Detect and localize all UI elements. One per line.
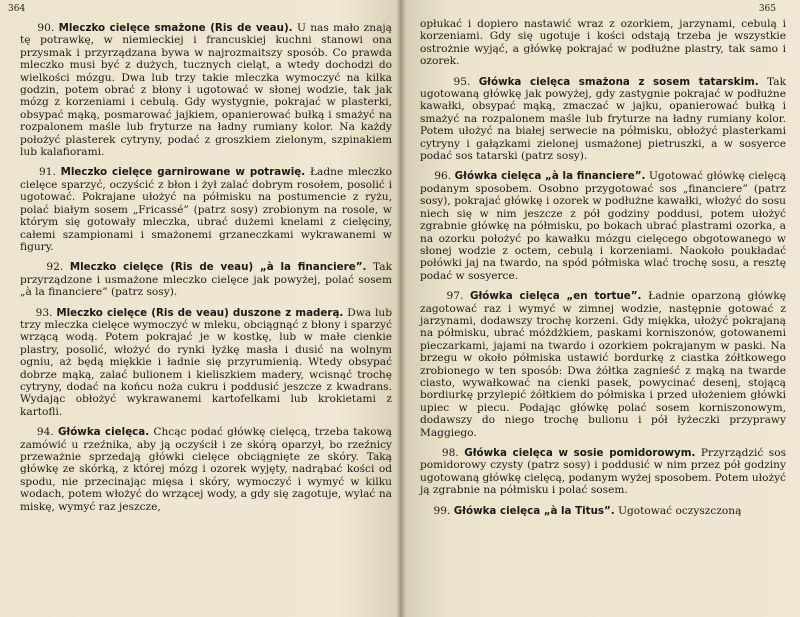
recipe-99 [420, 505, 786, 517]
recipe-body: U nas mało znają tę potrawkę, w niemieckiej i francuskiej kuchni stanowi ona przysmak i przyrządzana bywa w najrozmaitszy sposób. Co prawda mleczko musi być z dużych, tucznych cieląt, a wtedy dochodzi do wielkości mózgu. Dwa lub trzy takie mleczka wymoczyć na kilka godzin, potem obrać z błony i ugotować w słonej wodzie, tak jak mózg z korzeniami i cebulą. Gdy wystygnie, pokrajać w plasterki, obsypać mąką, posmarować jajkiem, opanierować bułką i smażyć na rozpalonem maśle lub fryturze na ładny rumiany kolor. Na każdy położyć plasterek cytryny, podać z groszkiem zielonym, szpinakiem lub kalafiorami. [20, 22, 392, 159]
recipe-title: Główka cielęca „à la financiere”. [454, 170, 646, 183]
recipe-title: Główka cielęca. [57, 426, 150, 439]
recipe-title: Mleczko cielęce (Ris de veau) duszone z maderą. [56, 306, 344, 319]
recipe-body: Ugotować oczyszczoną [618, 504, 742, 517]
recipe-number: 95. [453, 75, 471, 88]
recipe-title: Główka cielęca smażona z sosem tatarskim. [478, 75, 759, 88]
recipe-body: Dwa lub trzy mleczka cielęce wymoczyć w mleku, obciągnąć z błony i sparzyć wrzącą wodą. Potem pokrajać je w kostkę, lub w małe cienkie plastry, posolić, włożyć do rynki łyżkę masła i dusić na wolnym ogniu, aż będą miękkie i ładnie się przyrumienią. Wtedy obsypać dobrze mąką, zalać bulionem i kieliszkiem madery, wcisnąć trochę cytryny, dodać na końcu noża cukru i poddusić jeszcze z kwadrans. Wydając obłożyć wykrawanemi kartofelkami lub krokietami z kartofli. [20, 306, 392, 418]
recipe-number: 94. [36, 426, 54, 439]
recipe-number: 96. [434, 170, 452, 183]
recipe-97 [420, 290, 786, 439]
recipe-92 [20, 261, 392, 298]
recipe-body: Tak ugotowaną główkę jak powyżej, gdy zastygnie pokrajać w podłużne kawałki, obsypać mąką, zmaczać w jajku, opanierować bułką i smażyć na rozpalonem maśle lub fryturze na ładny rumiany kolor. Potem ułożyć na białej serwecie na półmisku, obłożyć plasterkami cytryny i gałązkami zielonej usmażonej pietruszki, a w sosyerce podać sos tatarski (patrz sosy). [420, 75, 786, 163]
page-number: 364 [8, 4, 26, 14]
recipe-number: 91. [38, 166, 56, 179]
recipe-body: Ładnie oparzoną główkę zagotować raz i wymyć w zimnej wodzie, następnie gotować z jarzynami, dodawszy trochę korzeni. Gdy miękka, ułożyć pokrajaną na półmisku, ubrać móżdżkiem, paskami korniszonów, gotowanemi pieczarkami, jajami na twardo i ozorkiem pokrajanym w paski. Na brzegu w około półmiska ustawić bordurkę z ciastka żółtkowego zrobionego w ten sposób: Dwa żółtka zagnieść z mąką na twarde ciasto, wywałkować na cienki pasek, powycinać desenį, stojącą bordiurkę przylepić żółtkiem do półmiska i przed ułożeniem główki upiec w piecu. Podając główkę polać sosem korniszonowym, dodawszy do niego trochę bulionu i pół łyżeczki przyprawy Maggiego. [420, 290, 787, 439]
recipe-number: 99. [433, 504, 451, 517]
recipe-body: Przyrządzić sos pomidorowy czysty (patrz sosy) i poddusić w nim przez pół godziny ugotowaną główkę cielęcą, podanym wyżej sposobem. Potem ułożyć ją zgrabnie na półmisku i polać sosem. [420, 447, 787, 497]
page-number: 365 [758, 4, 776, 14]
recipe-title: Mleczko cielęce (Ris de veau) „à la financiere”. [69, 261, 367, 274]
recipe-title: Główka cielęca w sosie pomidorowym. [464, 447, 696, 459]
recipe-body: Ugotować główkę cielęcą podanym sposobem. Osobno przygotować sos „financiere” (patrz sosy), pokrajać główkę i ozorek w podłużne kawałki, włożyć do sosu niech się w nim jeszcze z pół godziny poddusi, potem ułożyć zgrabnie główkę na półmisku, po bokach ubrać plastrami ozorka, a na ozorku położyć po kawałku mózgu cielęcego obgotowanego w słonej wodzie z octem, cebulą i korzeniami. Naokoło poukładać połówki jaj na twardo, na spód półmiska wlać trochę sosu, a resztę podać w sosyerce. [420, 170, 786, 282]
recipe-96 [420, 170, 786, 282]
recipe-body: Ładne mleczko cielęce sparzyć, oczyścić z błon i żył zalać dobrym rosołem, posolić i ugotować. Pokrajane ułożyć na półmisku na postumencie z ryżu, polać białym sosem „Fricassé” (patrz sosy) zrobionym na rosole, w którym się gotowały mleczka, ubrać dużemi knelami z cielęciny, całemi szampionami i smażonemi grzaneczkami wykrawanemi w figury. [20, 166, 392, 253]
recipe-93 [20, 307, 392, 419]
recipe-95 [420, 76, 786, 163]
recipe-body: Chcąc podać główkę cielęcą, trzeba takową zamówić u rzeźnika, aby ją oczyścił i ze skórą oparzył, bo rzeźnicy przeważnie sprzedają główki cielęce obciągnięte ze skóry. Taką główkę ze skórką, z której mózg i ozorek wyjęty, nadrąbać kości od spodu, nie przecinając mięsa i skóry, wymoczyć i wymyć w kilku wodach, potem włożyć do wrzącej wody, a gdy się zagotuje, wylać na miskę, wymyć raz jeszcze, [20, 426, 392, 513]
recipe-title: Mleczko cielęce garnirowane w potrawię. [60, 166, 306, 179]
book-gutter [396, 0, 406, 617]
recipe-94 [20, 426, 392, 513]
recipe-number: 98. [441, 447, 459, 459]
recipe-title: Główka cielęca „en tortue”. [470, 290, 642, 303]
right-page [402, 0, 800, 617]
recipe-number: 90. [37, 22, 55, 34]
recipe-94-continuation: opłukać i dopiero nastawić wraz z ozorkiem, jarzynami, cebulą i korzeniami. Gdy się ugotuje i kości odstają trzeba je wszystkie ostrożnie wyjąć, a główkę pokrajać w podłużne plastry, tak samo i ozorek. [420, 18, 786, 68]
recipe-title: Główka cielęca „à la Titus”. [453, 504, 615, 517]
recipe-98 [420, 447, 786, 497]
recipe-title: Mleczko cielęce smażone (Ris de veau). [58, 22, 293, 34]
recipe-91 [20, 166, 392, 253]
recipe-number: 92. [46, 261, 64, 274]
recipe-number: 93. [35, 306, 53, 319]
recipe-number: 97. [446, 290, 464, 303]
recipe-body: Tak przyrządzone i usmażone mleczko cielęce jak powyżej, polać sosem „à la financiere” (patrz sosy). [20, 261, 392, 299]
recipe-90 [20, 22, 392, 158]
